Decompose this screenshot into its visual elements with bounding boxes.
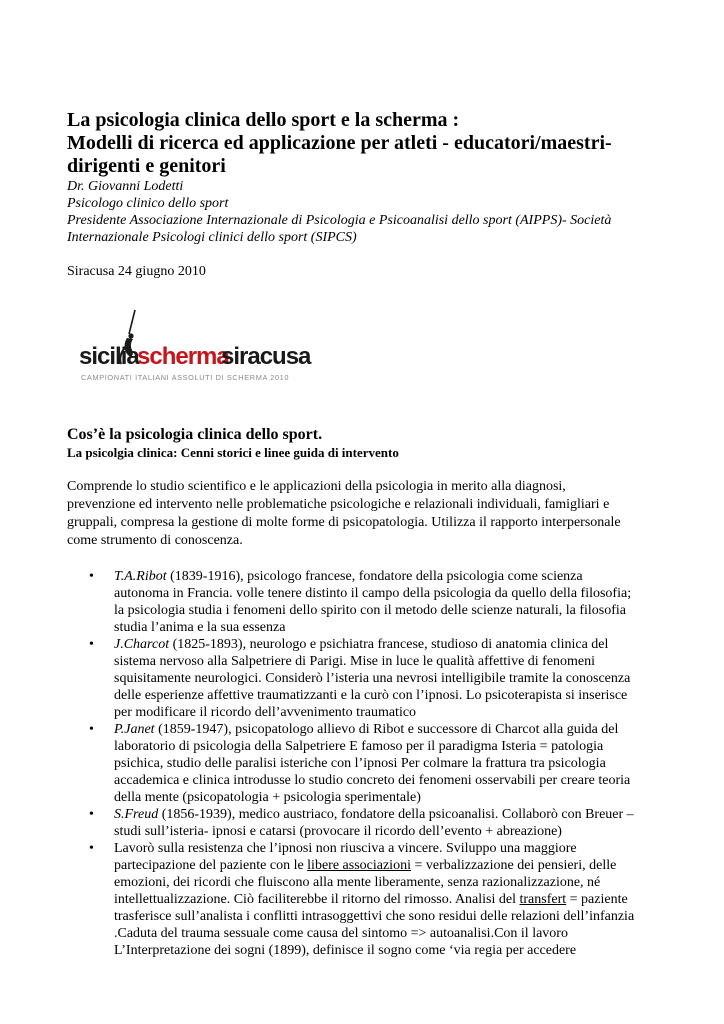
logo-graphic <box>77 308 311 388</box>
logo-tagline: CAMPIONATI ITALIANI ASSOLUTI DI SCHERMA 2010 <box>81 373 290 382</box>
person-name: J.Charcot <box>114 637 170 652</box>
item-text: (1859-1947), psicopatologo allievo di Ribot e successore di Charcot alla guida del <box>154 722 619 737</box>
title-line: Modelli di ricerca ed applicazione per atleti - educatori/maestri- <box>67 132 612 154</box>
item-text: accademica e clinica introdusse lo studio concreto dei fenomeni osservabili per creare teoria <box>114 773 631 788</box>
person-name: P.Janet <box>114 722 155 737</box>
item-text: laboratorio di psicologia della Salpetriere E famoso per il paradigma Isteria = patologia <box>114 739 604 754</box>
list-item-ribot <box>67 568 667 636</box>
document-page <box>67 109 667 959</box>
intro-line: Comprende lo studio scientifico e le applicazioni della psicologia in merito alla diagnosi, <box>67 479 566 494</box>
item-text: della mente (psicopatologia + psicologia sperimentale) <box>114 790 421 805</box>
list-item-resistenza <box>67 840 667 959</box>
item-text: emozioni, dei ricordi che fluiscono alla mente liberamente, senza razionalizzazione, né <box>114 875 601 890</box>
item-text: (1825-1893), neurologo e psichiatra francese, studioso di anatomia clinica del <box>169 637 609 652</box>
person-name: T.A.Ribot <box>114 569 167 584</box>
item-text: trasferisce sull’analista i conflitti intrasoggettivi che sono residui delle relazioni dell’infanzia <box>114 909 635 924</box>
item-text: .Caduta del trauma sessuale come causa del sintomo => autoanalisi.Con il lavoro <box>114 926 568 941</box>
item-text: intellettualizzazione. Ciò faciliterebbe il ritorno del rimosso. Analisi del <box>114 892 520 907</box>
section-subtitle: La psicolgia clinica: Cenni storici e linee guida di intervento <box>67 445 399 460</box>
item-text: L’Interpretazione dei sogni (1899), definisce il sogno come ‘via regia per accedere <box>114 943 577 958</box>
bullet-marker: • <box>89 841 94 856</box>
logo-word-scherma: scherma <box>137 343 229 370</box>
author-affiliation: Presidente Associazione Internazionale di Psicologia e Psicoanalisi dello sport (AIPPS)- Società <box>67 213 612 228</box>
item-text: partecipazione del paziente con le <box>114 858 308 873</box>
author-role: Psicologo clinico dello sport <box>67 196 229 211</box>
logo-word-siracusa: siracusa <box>221 343 311 370</box>
bullet-marker: • <box>89 807 94 822</box>
author-affiliation: Internazionale Psicologi clinici dello sport (SIPCS) <box>67 230 357 245</box>
bullet-marker: • <box>89 637 94 652</box>
item-text: (1856-1939), medico austriaco, fondatore della psicoanalisi. Collaborò con Breuer – <box>158 807 634 822</box>
intro-line: come strumento di conoscenza. <box>67 533 243 548</box>
item-text: (1839-1916), psicologo francese, fondatore della psicologia come scienza <box>166 569 583 584</box>
item-text: studia l’anima e la sua essenza <box>114 620 286 635</box>
item-text: squisitamente neurologici. Considerò l’isteria una nevrosi intelligibile tramite la conoscenza <box>114 671 631 686</box>
term-libere-associazioni: libere associazioni <box>307 858 411 873</box>
person-name: S.Freud <box>114 807 159 822</box>
item-text: Lavorò sulla resistenza che l’ipnosi non riusciva a vincere. Sviluppo una maggiore <box>114 841 577 856</box>
item-text: per modificare il ricordo dell’avvenimento traumatico <box>114 705 417 720</box>
item-text: sistema nervoso alla Salpetriere di Parigi. Mise in luce le qualità affettive di fenomeni <box>114 654 596 669</box>
intro-line: prevenzione ed intervento nelle problematiche psicologiche e relazionali individuali, famigliari e <box>67 497 610 512</box>
item-text: studi sull’isteria- ipnosi e catarsi (provocare il ricordo dell’evento + abreazione) <box>114 824 562 839</box>
item-text: autonoma in Francia. volle tenere distinto il campo della psicologia da quello della filosofia; <box>114 586 632 601</box>
logo-word-sicilia: sicilia <box>79 343 139 370</box>
intro-paragraph <box>67 478 667 550</box>
term-transfert: transfert <box>519 892 567 907</box>
document-title <box>67 109 667 178</box>
item-text: la psicologia studia i fenomeni dello spirito con il metodo delle scienze naturali, la filosofia <box>114 603 627 618</box>
item-text: = paziente <box>566 892 628 907</box>
list-item-janet <box>67 721 667 806</box>
section-title: Cos’è la psicologia clinica dello sport. <box>67 426 323 443</box>
list-item-freud <box>67 806 667 840</box>
document-date: Siracusa 24 giugno 2010 <box>67 264 206 279</box>
sicilia-scherma-siracusa-logo <box>77 308 311 388</box>
title-line: dirigenti e genitori <box>67 155 226 177</box>
item-text: = verbalizzazione dei pensieri, delle <box>410 858 617 873</box>
author-block <box>67 178 667 246</box>
history-bullet-list <box>67 568 667 959</box>
bullet-marker: • <box>89 569 94 584</box>
author-name: Dr. Giovanni Lodetti <box>67 179 184 194</box>
title-line: La psicologia clinica dello sport e la scherma : <box>67 109 460 131</box>
item-text: psichica, studio delle paralisi isteriche con l’ipnosi Per colmare la frattura tra psicologia <box>114 756 606 771</box>
list-item-charcot <box>67 636 667 721</box>
item-text: delle esperienze affettive traumatizzanti e la curò con l’ipnosi. Lo psicoterapista si inserisce <box>114 688 628 703</box>
bullet-marker: • <box>89 722 94 737</box>
intro-line: gruppali, compresa la gestione di molte forme di psicopatologia. Utilizza il rapporto interpersonale <box>67 515 621 530</box>
